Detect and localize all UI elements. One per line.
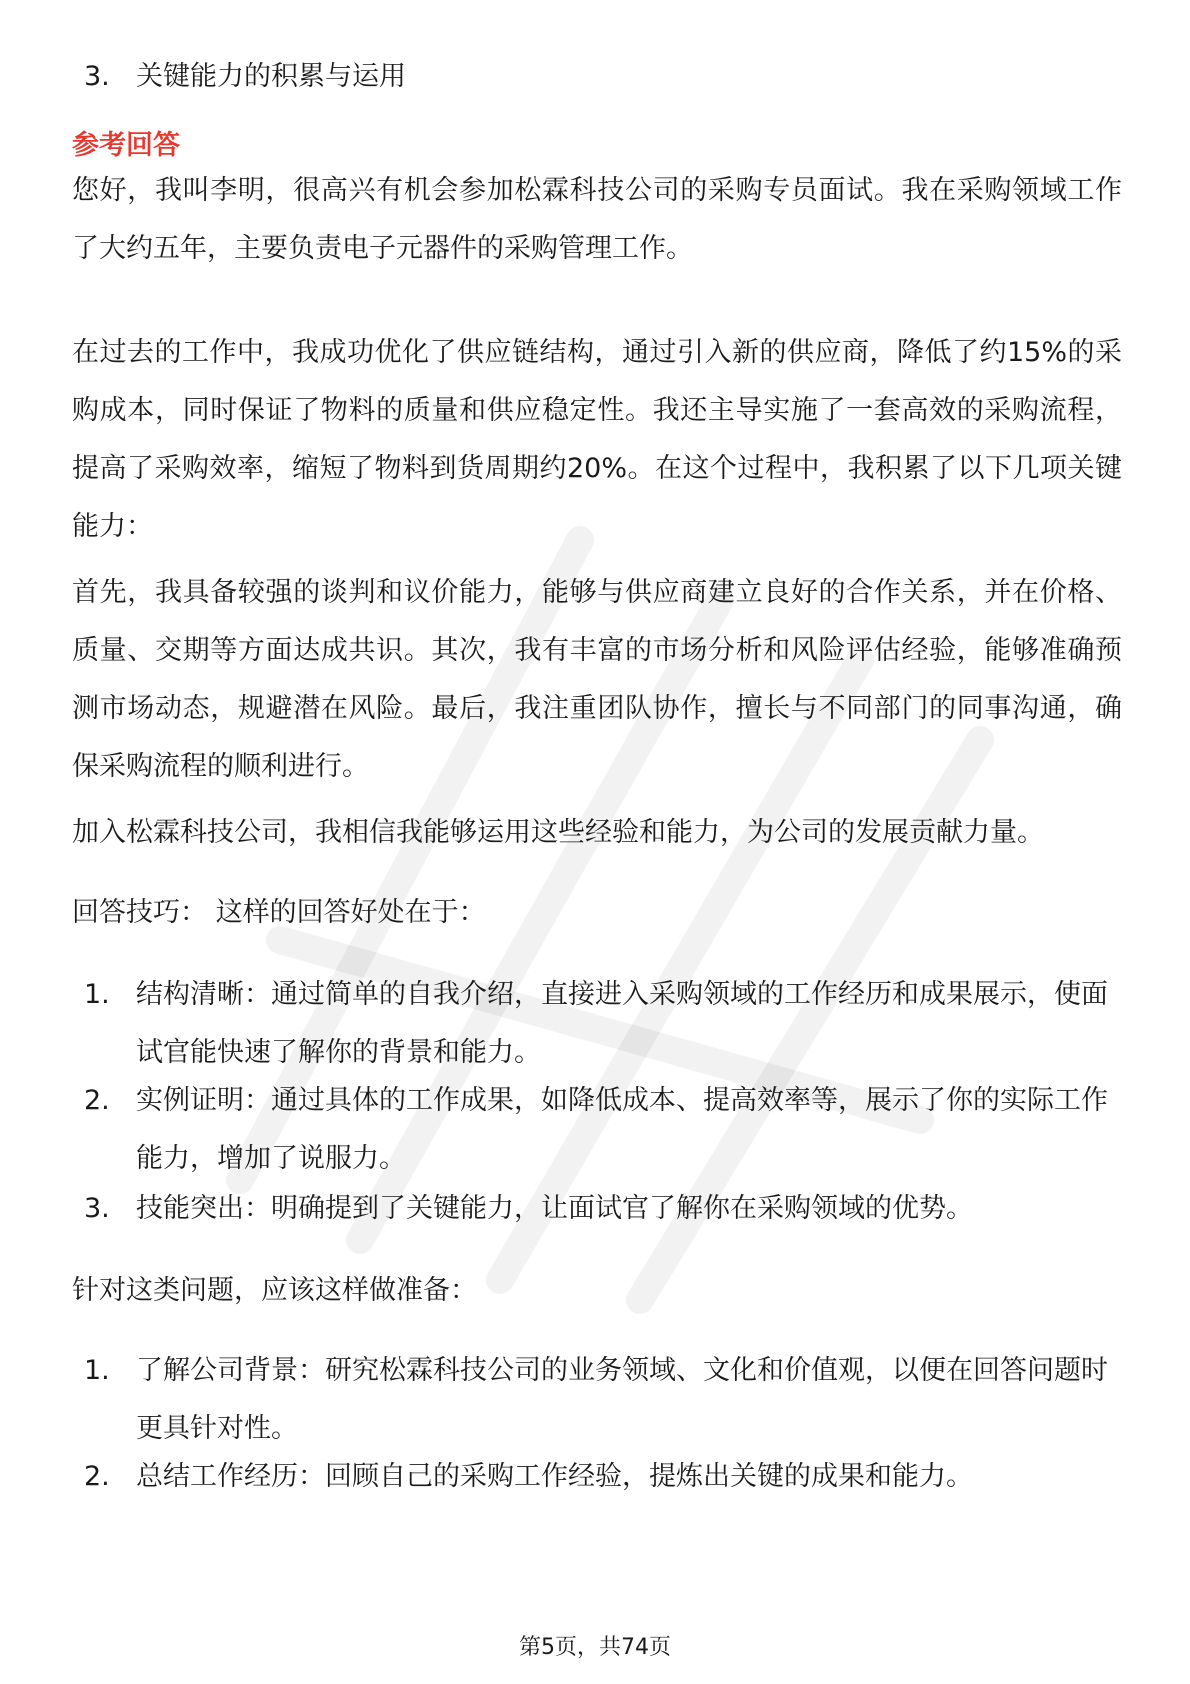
list-item xyxy=(84,48,1122,106)
list-item xyxy=(84,1342,1122,1458)
list-item xyxy=(84,1180,1122,1238)
list-item xyxy=(84,1072,1122,1188)
tips-intro: 回答技巧： 这样的回答好处在于： xyxy=(72,897,486,928)
list-text: 结构清晰：通过简单的自我介绍，直接进入采购领域的工作经历和成果展示，使面试官能快速了解你的背景和能力。 xyxy=(136,979,1108,1068)
paragraph-intro: 您好，我叫李明，很高兴有机会参加松霖科技公司的采购专员面试。我在采购领域工作了大约五年，主要负责电子元器件的采购管理工作。 xyxy=(72,175,1122,264)
list-text: 了解公司背景：研究松霖科技公司的业务领域、文化和价值观，以便在回答问题时更具针对性。 xyxy=(136,1355,1108,1444)
list-number: 3. xyxy=(84,61,110,92)
list-text: 总结工作经历：回顾自己的采购工作经验，提炼出关键的成果和能力。 xyxy=(136,1461,973,1492)
list-number: 3. xyxy=(84,1193,110,1224)
paragraph-abilities: 首先，我具备较强的谈判和议价能力，能够与供应商建立良好的合作关系，并在价格、质量、交期等方面达成共识。其次，我有丰富的市场分析和风险评估经验，能够准确预测市场动态，规避潜在风险。最后，我注重团队协作，擅长与不同部门的同事沟通，确保采购流程的顺利进行。 xyxy=(72,577,1122,782)
paragraph-experience: 在过去的工作中，我成功优化了供应链结构，通过引入新的供应商，降低了约15%的采购成本，同时保证了物料的质量和供应稳定性。我还主导实施了一套高效的采购流程，提高了采购效率，缩短了物料到货周期约20%。在这个过程中，我积累了以下几项关键能力： xyxy=(72,337,1122,542)
list-text: 关键能力的积累与运用 xyxy=(136,61,406,92)
answer-heading: 参考回答 xyxy=(72,130,180,161)
list-text: 技能突出：明确提到了关键能力，让面试官了解你在采购领域的优势。 xyxy=(136,1193,973,1224)
paragraph-closing: 加入松霖科技公司，我相信我能够运用这些经验和能力，为公司的发展贡献力量。 xyxy=(72,817,1044,848)
page-footer: 第5页，共74页 xyxy=(519,1635,671,1660)
list-number: 1. xyxy=(84,1355,110,1386)
list-number: 2. xyxy=(84,1085,110,1116)
list-text: 实例证明：通过具体的工作成果，如降低成本、提高效率等，展示了你的实际工作能力，增加了说服力。 xyxy=(136,1085,1108,1174)
list-number: 2. xyxy=(84,1461,110,1492)
list-number: 1. xyxy=(84,979,110,1010)
list-item xyxy=(84,966,1122,1082)
prep-intro: 针对这类问题，应该这样做准备： xyxy=(72,1275,477,1306)
list-item xyxy=(84,1448,1122,1506)
